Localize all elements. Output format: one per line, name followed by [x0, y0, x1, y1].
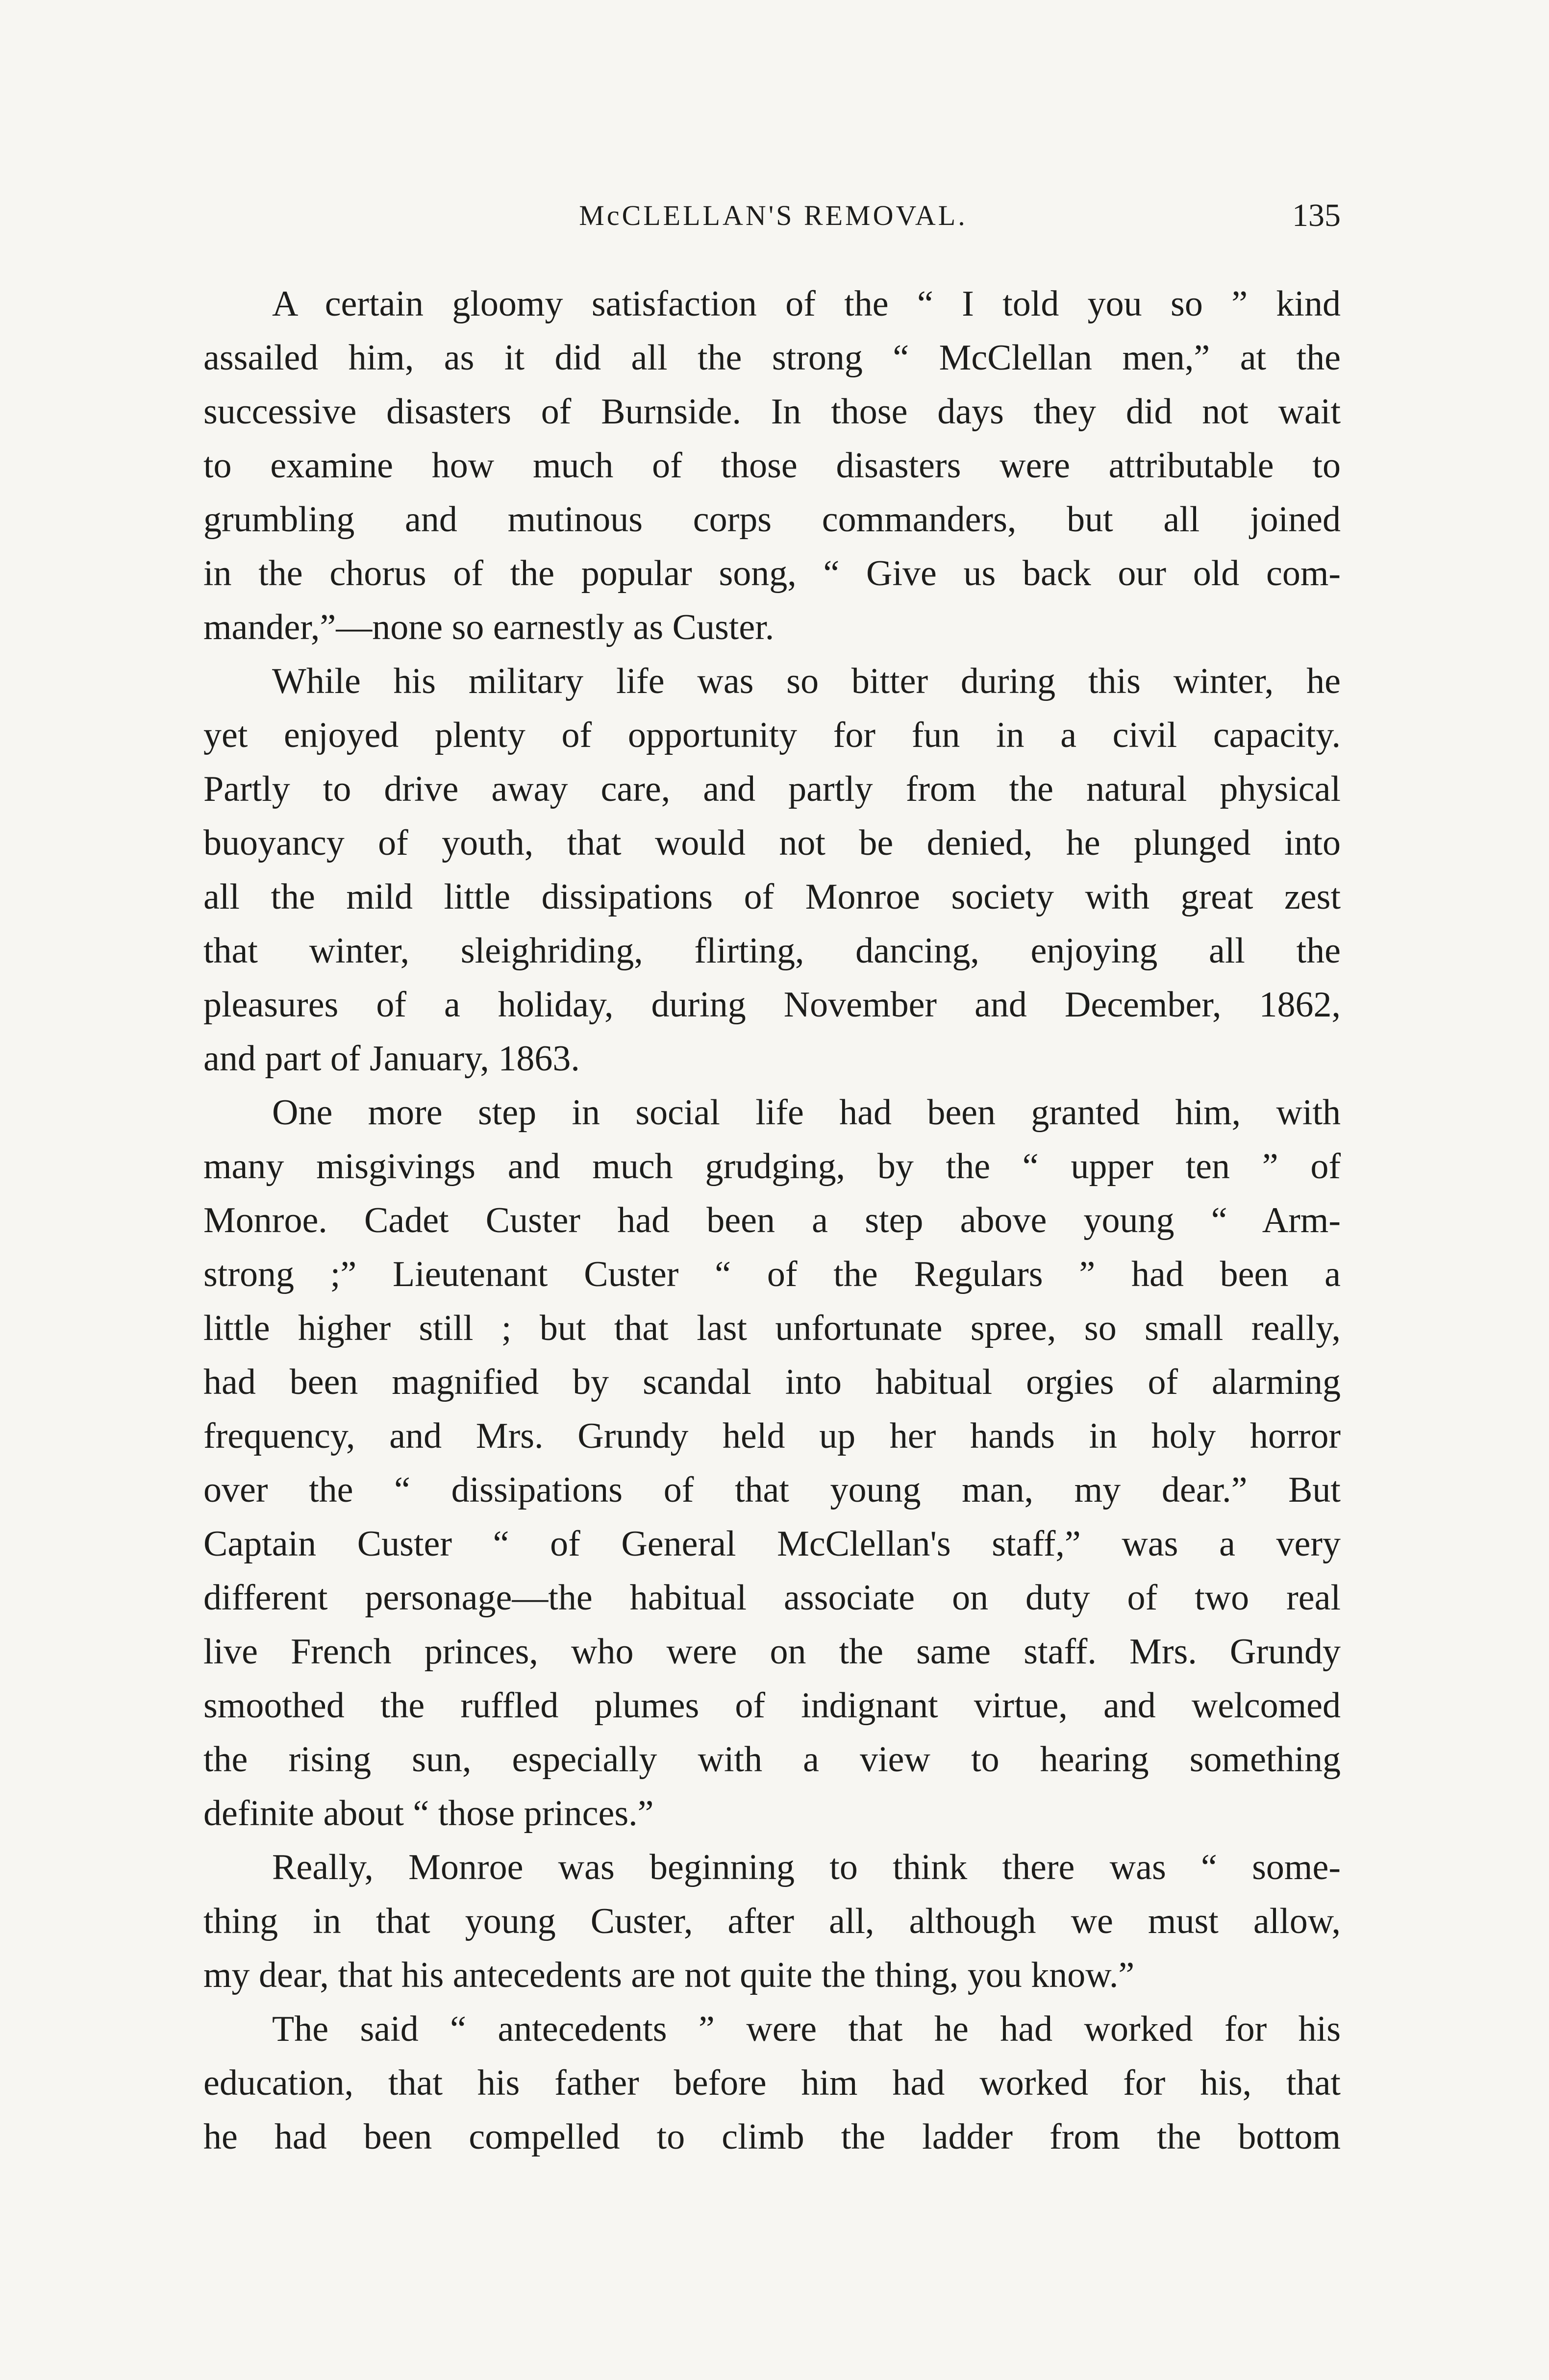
- text-line: A certain gloomy satisfaction of the “ I told you so ” kind: [272, 284, 1341, 324]
- text-line: to examine how much of those disasters were attributable to: [203, 446, 1341, 486]
- text-line: in the chorus of the popular song, “ Give us back our old com-: [203, 553, 1341, 594]
- text-line: thing in that young Custer, after all, although we must allow,: [203, 1901, 1341, 1941]
- page-number: 135: [1292, 198, 1341, 233]
- text-line: pleasures of a holiday, during November and December, 1862,: [203, 985, 1341, 1025]
- text-line: and part of January, 1863.: [203, 1039, 580, 1079]
- text-line: Really, Monroe was beginning to think there was “ some-: [272, 1847, 1341, 1887]
- text-line: Partly to drive away care, and partly from the natural physical: [203, 769, 1341, 809]
- text-line: buoyancy of youth, that would not be denied, he plunged into: [203, 823, 1341, 863]
- text-line: grumbling and mutinous corps commanders, but all joined: [203, 499, 1341, 540]
- text-line: education, that his father before him had worked for his, that: [203, 2063, 1341, 2103]
- text-line: definite about “ those princes.”: [203, 1793, 654, 1834]
- text-line: my dear, that his antecedents are not quite the thing, you know.”: [203, 1955, 1135, 1995]
- text-line: yet enjoyed plenty of opportunity for fun in a civil capacity.: [203, 715, 1341, 755]
- text-line: had been magnified by scandal into habitual orgies of alarming: [203, 1362, 1341, 1402]
- text-line: that winter, sleighriding, flirting, dancing, enjoying all the: [203, 931, 1341, 971]
- text-line: While his military life was so bitter during this winter, he: [272, 661, 1341, 701]
- body-text: [203, 277, 1341, 2164]
- text-line: smoothed the ruffled plumes of indignant virtue, and welcomed: [203, 1686, 1341, 1726]
- text-line: over the “ dissipations of that young man, my dear.” But: [203, 1470, 1341, 1510]
- running-head: [206, 194, 1341, 238]
- text-line: strong ;” Lieutenant Custer “ of the Regulars ” had been a: [203, 1254, 1341, 1294]
- text-line: the rising sun, especially with a view to hearing something: [203, 1739, 1341, 1780]
- text-line: many misgivings and much grudging, by the “ upper ten ” of: [203, 1146, 1341, 1187]
- chapter-title: McCLELLAN'S REMOVAL.: [579, 199, 968, 231]
- text-line: Captain Custer “ of General McClellan's staff,” was a very: [203, 1524, 1341, 1564]
- text-line: One more step in social life had been granted him, with: [272, 1092, 1341, 1133]
- text-line: successive disasters of Burnside. In those days they did not wait: [203, 392, 1341, 432]
- text-line: assailed him, as it did all the strong “ McClellan men,” at the: [203, 338, 1341, 378]
- text-line: Monroe. Cadet Custer had been a step above young “ Arm-: [203, 1200, 1341, 1240]
- text-line: he had been compelled to climb the ladder from the bottom: [203, 2117, 1341, 2157]
- text-line: all the mild little dissipations of Monroe society with great zest: [203, 877, 1341, 917]
- text-line: mander,”—none so earnestly as Custer.: [203, 607, 774, 647]
- text-line: live French princes, who were on the same staff. Mrs. Grundy: [203, 1632, 1341, 1672]
- text-line: little higher still ; but that last unfortunate spree, so small really,: [203, 1308, 1341, 1348]
- text-line: frequency, and Mrs. Grundy held up her hands in holy horror: [203, 1416, 1341, 1456]
- text-line: The said “ antecedents ” were that he had worked for his: [272, 2009, 1341, 2049]
- text-line: different personage—the habitual associate on duty of two real: [203, 1578, 1341, 1618]
